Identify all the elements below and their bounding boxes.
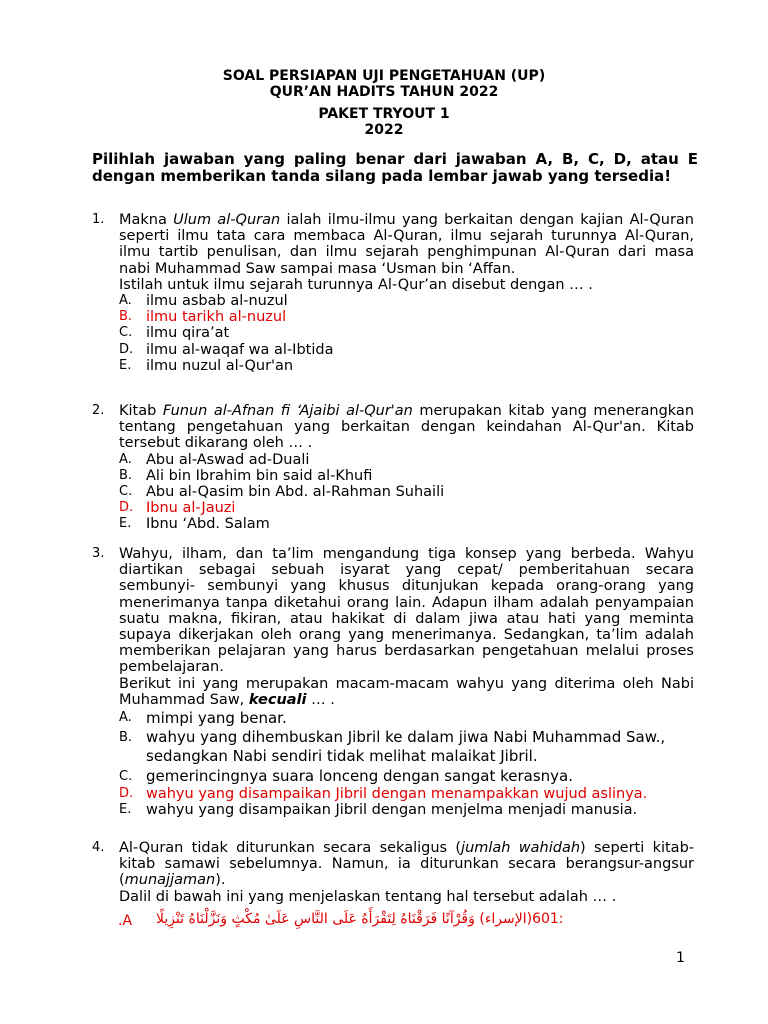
paket-title: PAKET TRYOUT 1 (318, 106, 450, 122)
question-text: Makna Ulum al-Quran ialah ilmu-ilmu yang berkaitan dengan kajian Al-Quran seperti ilmu tata cara membaca Al-Quran, ilmu sejarah turunnya Al-Quran, ilmu tartib penulisan, dan ilmu sejarah penghimpunan Al-Quran dari masa nabi Muhammad Saw sampai masa ‘Usman bin ‘Affan. (119, 212, 694, 277)
option-c[interactable]: C. ilmu qira’at (119, 325, 230, 342)
option-d-answer[interactable]: D. wahyu yang disampaikan Jibril dengan menampakkan wujud aslinya. (119, 786, 648, 803)
option-e[interactable]: E. wahyu yang disampaikan Jibril dengan menjelma menjadi manusia. (119, 802, 638, 819)
option-b[interactable]: B. wahyu yang dihembuskan Jibril ke dalam jiwa Nabi Muhammad Saw., sedangkan Nabi sendiri tidak melihat malaikat Jibril. (119, 728, 666, 766)
option-e[interactable]: E. ilmu nuzul al-Qur'an (119, 357, 294, 374)
year-title: 2022 (364, 122, 404, 138)
arabic-verse: :106(الإسراء) وَقُرْآنًا فَرَقْنَاهُ لِتَقْرَأَهُ عَلَى النَّاسِ عَلَىٰ مُكْثٍ وَنَزَّلْنَاهُ تَنْزِيلًا (156, 911, 564, 927)
question-prompt: Istilah untuk ilmu sejarah turunnya Al-Qur’an disebut dengan … . (119, 276, 593, 293)
option-d[interactable]: D. ilmu al-waqaf wa al-Ibtida (119, 341, 334, 358)
option-b-answer[interactable]: B. ilmu tarikh al-nuzul (119, 309, 287, 326)
instruction: Pilihlah jawaban yang paling benar dari jawaban A, B, C, D, atau E dengan memberikan tanda silang pada lembar jawab yang tersedia! (92, 150, 698, 185)
page-number: 1 (676, 950, 685, 966)
question-number: 4. (92, 840, 105, 855)
option-a[interactable]: A. mimpi yang benar. (119, 709, 287, 728)
option-d-answer[interactable]: D. Ibnu al-Jauzi (119, 500, 236, 517)
title-line-2: QUR’AN HADITS TAHUN 2022 (269, 84, 499, 100)
title-line-1: SOAL PERSIAPAN UJI PENGETAHUAN (UP) (222, 68, 546, 84)
option-e[interactable]: E. Ibnu ‘Abd. Salam (119, 516, 270, 533)
option-a-arabic[interactable] (118, 909, 564, 935)
option-c[interactable]: C. Abu al-Qasim bin Abd. al-Rahman Suhaili (119, 484, 445, 501)
question-text: Wahyu, ilham, dan ta’lim mengandung tiga konsep yang berbeda. Wahyu diartikan sebagai sebuah isyarat yang cepat/ pemberitahuan secara sembunyi- sembunyi yang khusus ditunjukan kepada orang-orang yang menerimanya tanpa diketahui orang lain. Adapun ilham adalah penyampaian suatu makna, fikiran, atau hakikat di dalam jiwa atau hati yang meminta supaya dikerjakan oleh orang yang menerimanya. Sedangkan, ta’lim adalah memberikan pelajaran yang harus berdasarkan pengetahuan melalui proses pembelajaran. (119, 546, 694, 676)
question-number: 1. (92, 212, 105, 227)
option-b[interactable]: B. Ali bin Ibrahim bin said al-Khufi (119, 467, 373, 484)
question-prompt: Dalil di bawah ini yang menjelaskan tentang hal tersebut adalah … . (119, 888, 617, 905)
question-text: Kitab Funun al-Afnan fi ‘Ajaibi al-Qur'an merupakan kitab yang menerangkan tentang pengetahuan yang berkaitan dengan keindahan Al-Qur'an. Kitab tersebut dikarang oleh … . (119, 403, 695, 452)
question-number: 2. (92, 403, 105, 418)
question-number: 3. (92, 546, 105, 561)
option-a[interactable]: A. ilmu asbab al-nuzul (119, 293, 288, 310)
question-text: Al-Quran tidak diturunkan secara sekaligus (jumlah wahidah) seperti kitab-kitab samawi sebelumnya. Namun, ia diturunkan secara berangsur-angsur (munajjaman). (119, 840, 695, 889)
question-prompt: Berikut ini yang merupakan macam-macam wahyu yang diterima oleh Nabi Muhammad Saw, kecuali … . (119, 675, 694, 708)
option-a[interactable]: A. Abu al-Aswad ad-Duali (119, 451, 310, 468)
option-c[interactable]: C. gemerincingnya suara lonceng dengan sangat kerasnya. (119, 767, 574, 786)
option-letter: .A (118, 913, 133, 929)
